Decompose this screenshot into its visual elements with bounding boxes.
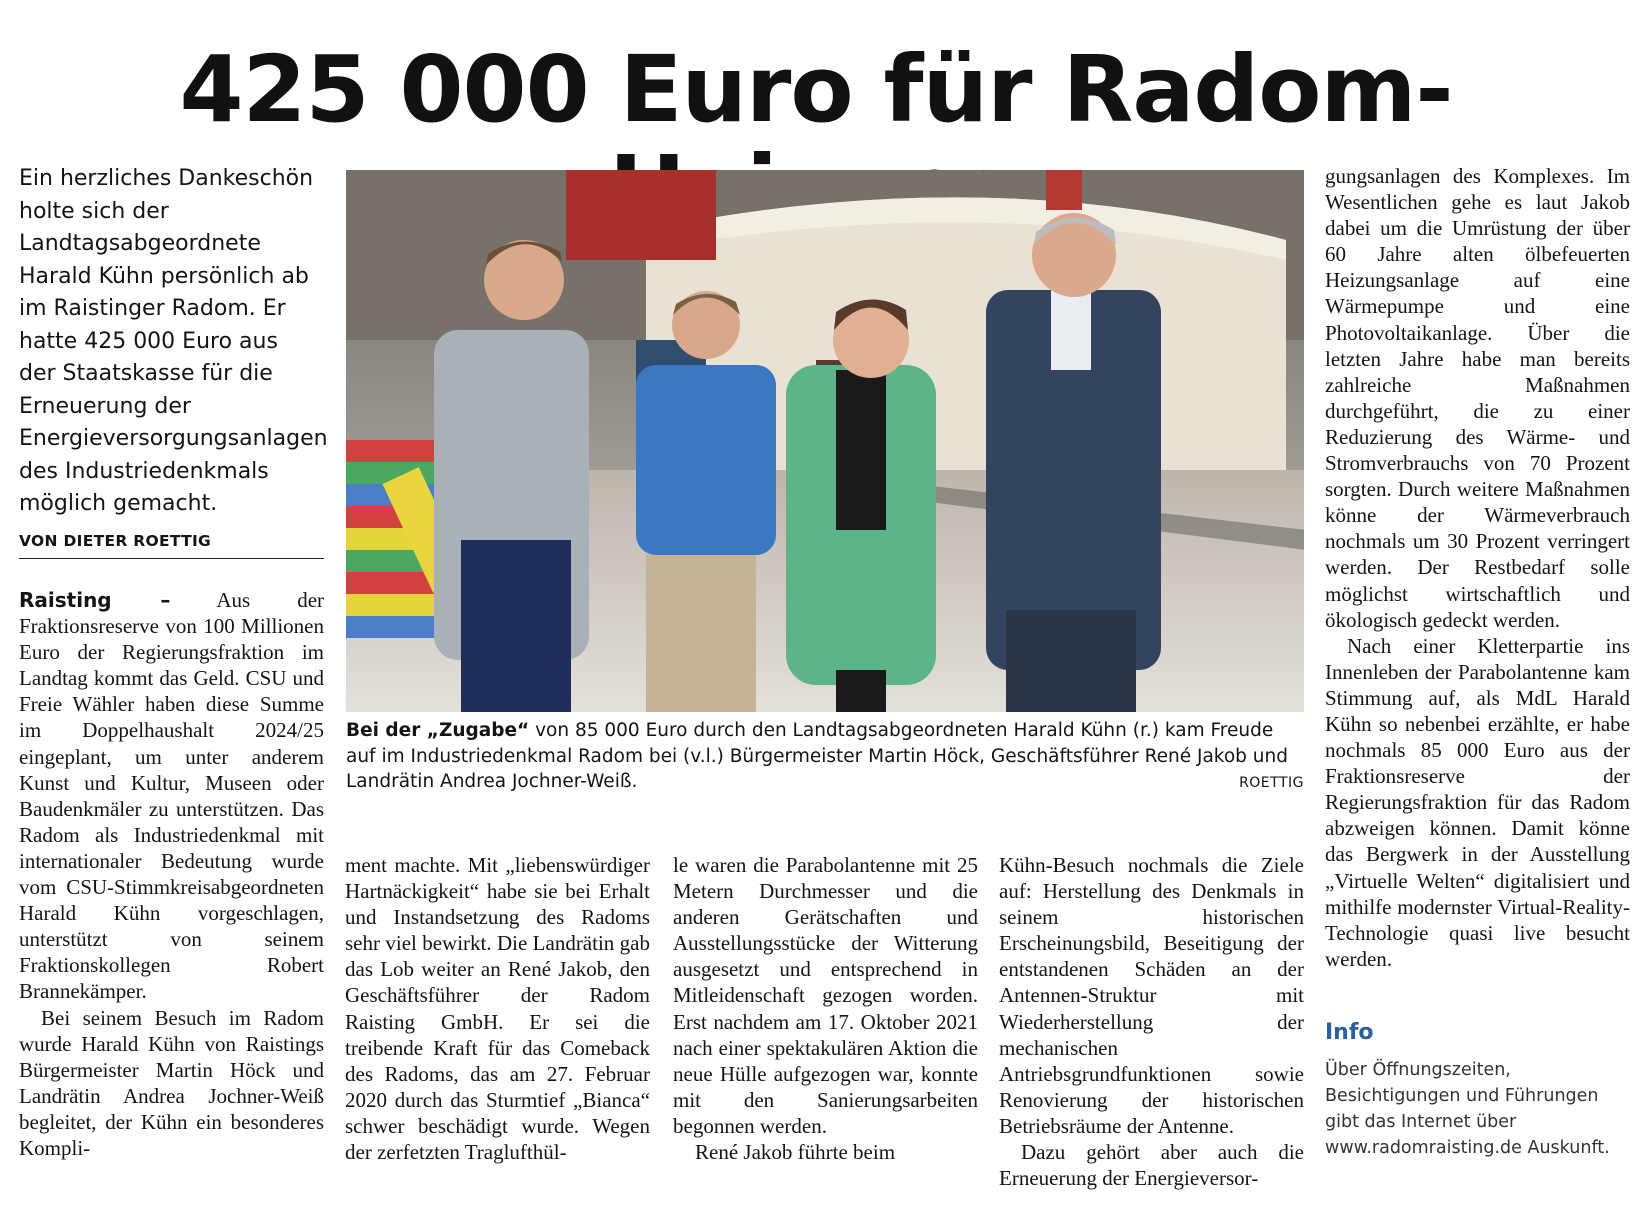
article-paragraph bbox=[19, 587, 324, 1005]
article-paragraph: René Jakob führte beim bbox=[695, 1140, 896, 1165]
lead-paragraph: Ein herzliches Dankeschön holte sich der Landtagsabgeordnete Harald Kühn persönlich ab im Raistinger Radom. Er hatte 425 000 Euro aus der Staatskasse für die Erneuerung der Energieversorgungsanlagen des Industriedenkmals möglich gemacht. bbox=[19, 166, 328, 516]
dateline: Raisting – bbox=[19, 588, 171, 612]
article-column-1 bbox=[19, 587, 324, 1161]
caption-text: von 85 000 Euro durch den Landtagsabgeordneten Harald Kühn (r.) kam Freude auf im Industriedenkmal Radom bei (v.l.) Bürgermeister Martin Höck, Geschäftsführer René Jakob und Landrätin Andrea Jochner-Weiß. bbox=[346, 720, 1288, 792]
info-heading: Info bbox=[1325, 1020, 1374, 1045]
photo-illustration bbox=[346, 170, 1304, 712]
article-column-2 bbox=[345, 852, 650, 1165]
headline: 425 000 Euro für Radom- bbox=[179, 36, 1453, 143]
article-paragraph: Bei seinem Besuch im Radom wurde Harald Kühn von Raistings Bürgermeister Martin Höck und Landrätin Andrea Jochner-Weiß begleitet, der Kühn ein besonderes Kompli- bbox=[19, 1005, 324, 1160]
info-text: Über Öffnungszeiten, Besichtigungen und Führungen gibt das Internet über www.radomraisting.de Auskunft. bbox=[1325, 1060, 1610, 1158]
byline: VON DIETER ROETTIG bbox=[19, 532, 324, 559]
article-paragraph: Nach einer Kletterpartie ins Innenleben der Parabolantenne kam Stimmung auf, als MdL Harald Kühn so nebenbei erzählte, er habe nochmals 85 000 Euro aus der Fraktionsreserve der Regierungsfraktion für das Radom abzweigen können. Damit könne das Bergwerk in der Ausstellung „Virtuelle Welten“ digitalisiert und mithilfe modernster Virtual-Reality-Technologie quasi live besucht werden. bbox=[1325, 633, 1630, 971]
article-paragraph: le waren die Parabolantenne mit 25 Metern Durchmesser und die anderen Gerätschaften und Ausstellungsstücke der Witterung ausgesetzt und entsprechend in Mitleidenschaft gezogen worden. Erst nachdem am 17. Oktober 2021 nach einer spektakulären Aktion die neue Hülle aufgezogen war, konnte mit den Sanierungsarbeiten begonnen werden. bbox=[673, 853, 978, 1138]
article-photo bbox=[346, 170, 1304, 712]
article-paragraph: Dazu gehört aber auch die Erneuerung der Energieversor- bbox=[999, 1140, 1304, 1191]
caption-lead: Bei der „Zugabe“ bbox=[346, 720, 530, 741]
article-paragraph: Kühn-Besuch nochmals die Ziele auf: Herstellung des Denkmals in seinem historischen Erscheinungsbild, Beseitigung der entstandenen Schäden an der Antennen-Struktur mit Wiederherstellung der mechanischen Antriebsgrundfunktionen sowie Renovierung der historischen Betriebsräume der Antenne. bbox=[999, 853, 1304, 1138]
photo-credit: ROETTIG bbox=[1239, 775, 1304, 791]
article-paragraph: ment machte. Mit „liebenswürdiger Hartnäckigkeit“ habe sie bei Erhalt und Instandsetzung des Radoms sehr viel bewirkt. Die Landrätin gab das Lob weiter an René Jakob, den Geschäftsführer der Radom Raisting GmbH. Er sei die treibende Kraft für das Comeback des Radoms, das am 27. Februar 2020 durch das Sturmtief „Bianca“ schwer beschädigt wurde. Wegen der zerfetzten Traglufthül- bbox=[345, 853, 650, 1165]
article-paragraph: gungsanlagen des Komplexes. Im Wesentlichen gehe es laut Jakob dabei um die Umrüstung der über 60 Jahre alten ölbefeuerten Heizungsanlage auf eine Wärmepumpe und eine Photovoltaikanlage. Über die letzten Jahre habe man bereits zahlreiche Maßnahmen durchgeführt, die zu einer Reduzierung des Wärme- und Stromverbrauchs von 70 Prozent sorgten. Durch weitere Maßnahmen könne der Wärmeverbrauch nochmals um 30 Prozent verringert werden. Der Restbedarf solle möglichst wirtschaftlich und ökologisch gedeckt werden. bbox=[1325, 164, 1630, 632]
article-column-5 bbox=[1325, 163, 1630, 972]
article-column-4 bbox=[999, 852, 1304, 1191]
article-column-3 bbox=[673, 852, 978, 1165]
article-text: Aus der Fraktionsreserve von 100 Millionen Euro der Regierungsfraktion im Landtag kommt das Geld. CSU und Freie Wähler haben diese Summe im Doppelhaushalt 2024/25 eingeplant, um unter anderem Kunst und Kultur, Museen oder Baudenkmäler zu unterstützen. Das Radom als Industriedenkmal mit internationaler Bedeutung wurde vom CSU-Stimmkreisabgeordneten Harald Kühn vorgeschlagen, unterstützt von seinem Fraktionskollegen Robert Brannekämper. bbox=[19, 588, 325, 1004]
